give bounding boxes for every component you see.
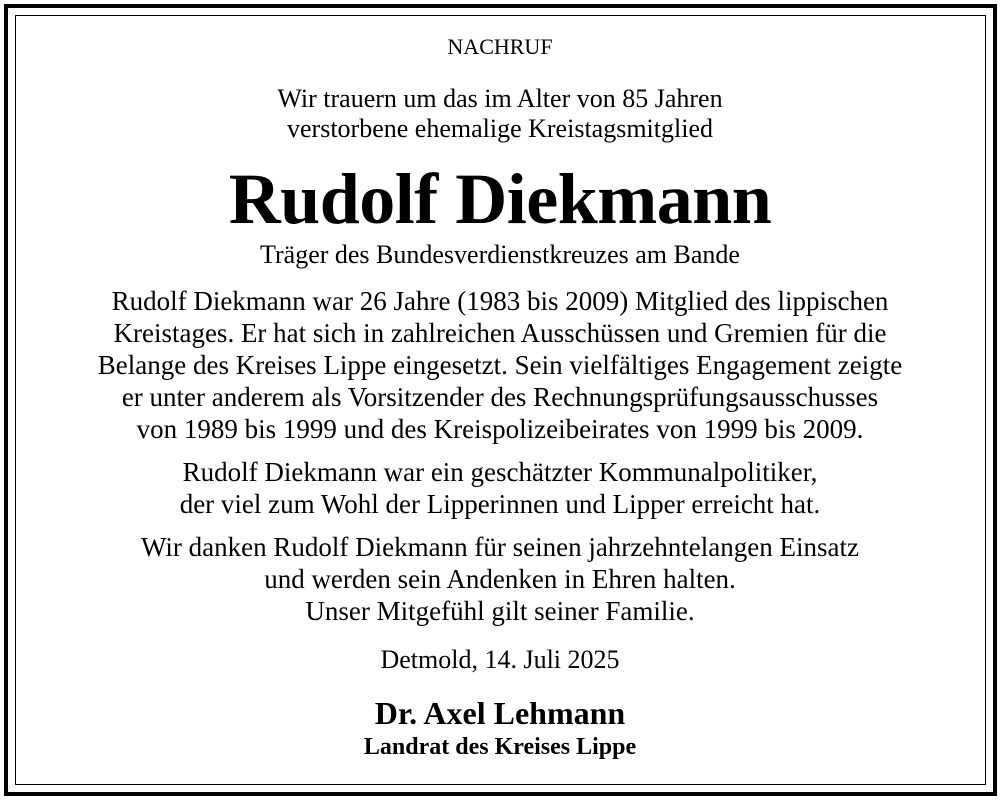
- intro-line: verstorbene ehemalige Kreistagsmitglied: [287, 114, 713, 143]
- paragraph3-line: Unser Mitgefühl gilt seiner Familie.: [305, 596, 695, 626]
- paragraph1-line: von 1989 bis 1999 und des Kreispolizeibeirates von 1999 bis 2009.: [136, 414, 864, 444]
- signer-name: Dr. Axel Lehmann: [374, 695, 626, 731]
- deceased-name: Rudolf Diekmann: [228, 159, 772, 239]
- paragraph2-line: der viel zum Wohl der Lipperinnen und Lipper erreicht hat.: [179, 489, 821, 519]
- place-date: Detmold, 14. Juli 2025: [380, 645, 620, 674]
- paragraph3-line: und werden sein Andenken in Ehren halten.: [264, 564, 736, 594]
- honor-line: Träger des Bundesverdienstkreuzes am Bande: [260, 240, 740, 269]
- paragraph1-line: Rudolf Diekmann war 26 Jahre (1983 bis 2009) Mitglied des lippischen: [111, 286, 889, 316]
- notice-heading: NACHRUF: [447, 34, 553, 59]
- paragraph3-line: Wir danken Rudolf Diekmann für seinen jahrzehntelangen Einsatz: [141, 532, 859, 562]
- paragraph1-line: er unter anderem als Vorsitzender des Rechnungsprüfungsausschusses: [121, 382, 879, 412]
- paragraph1-line: Belange des Kreises Lippe eingesetzt. Sein vielfältiges Engagement zeigte: [97, 350, 903, 380]
- signer-title: Landrat des Kreises Lippe: [363, 734, 637, 760]
- paragraph1-line: Kreistages. Er hat sich in zahlreichen Ausschüssen und Gremien für die: [113, 318, 887, 348]
- paragraph2-line: Rudolf Diekmann war ein geschätzter Kommunalpolitiker,: [182, 457, 818, 487]
- intro-line: Wir trauern um das im Alter von 85 Jahren: [277, 84, 723, 113]
